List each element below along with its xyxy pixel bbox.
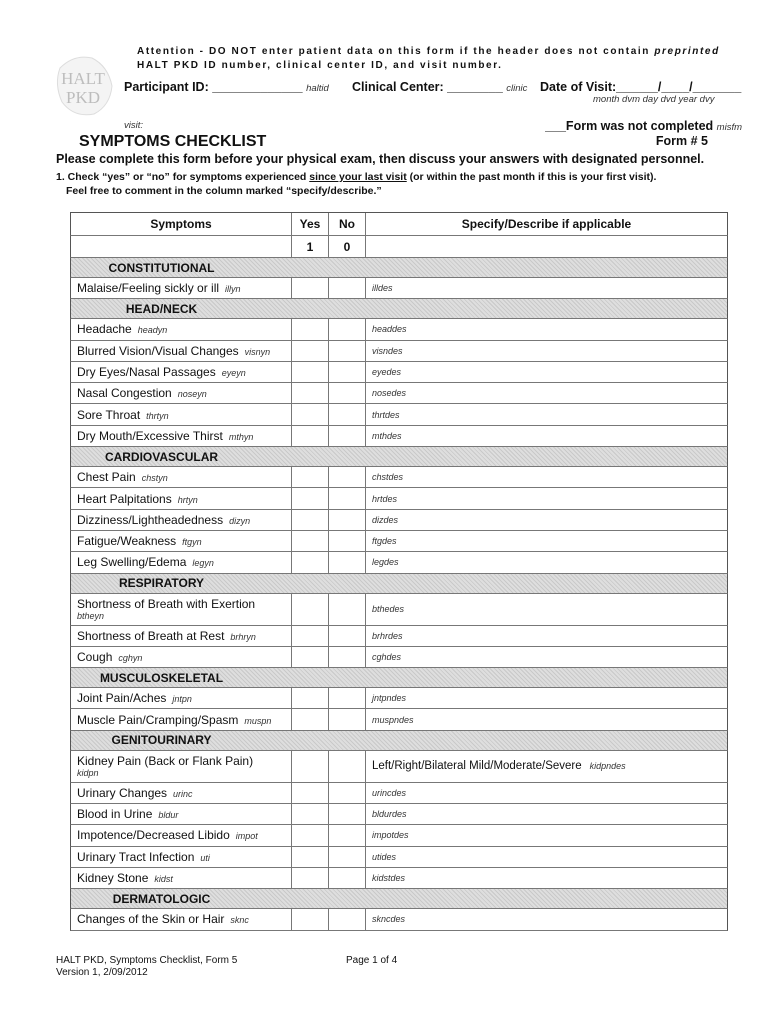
yes-checkbox[interactable] [292,319,329,339]
header-symptoms: Symptoms [71,213,292,235]
specify-code: cghdes [372,652,402,662]
specify-code: legdes [372,557,399,568]
specify-code: hrtdes [372,493,398,504]
no-checkbox[interactable] [329,467,366,487]
specify-field[interactable] [366,688,727,708]
symptom-row [70,362,728,383]
specify-field[interactable] [366,510,727,530]
symptom-label: Shortness of Breath with Exertion [77,597,256,612]
no-checkbox[interactable] [329,594,366,625]
symptom-label-cell [71,647,292,667]
symptom-label: Blood in Urine [77,807,153,822]
specify-code: bldurdes [372,809,407,820]
symptom-label: Dizziness/Lightheadedness [77,512,224,527]
section-title: GENITOURINARY [111,733,212,748]
specify-code: dizdes [372,514,399,525]
symptom-row [70,383,728,404]
specify-code: eyedes [372,367,402,378]
yes-checkbox[interactable] [292,552,329,572]
halt-pkd-logo [50,48,116,122]
symptom-label: Urinary Tract Infection [77,849,195,864]
specify-code: thrtdes [372,409,400,420]
symptom-row [70,909,728,930]
yes-checkbox[interactable] [292,594,329,625]
yes-checkbox[interactable] [292,909,329,929]
symptom-label: Chest Pain [77,470,136,485]
section-title: CARDIOVASCULAR [104,449,219,464]
specify-field[interactable] [366,278,727,298]
no-checkbox[interactable] [329,362,366,382]
logo-text-halt: HALT [61,69,105,88]
symptom-code: visnyn [244,346,271,357]
no-checkbox[interactable] [329,319,366,339]
no-checkbox[interactable] [329,531,366,551]
symptom-label-cell [71,751,292,782]
date-subfield-labels: month dvm day dvd year dvy [593,94,715,105]
symptom-label: Sore Throat [77,407,141,422]
symptom-label-cell [71,783,292,803]
section-header [70,258,728,278]
symptom-label-cell [71,319,292,339]
no-checkbox[interactable] [329,404,366,424]
symptom-label-cell [71,278,292,298]
symptom-label-cell [71,868,292,888]
no-checkbox[interactable] [329,688,366,708]
symptom-label: Urinary Changes [77,785,168,800]
specify-field[interactable] [366,319,727,339]
symptom-label-cell [71,688,292,708]
specify-code: kidstdes [372,873,406,884]
section-header [70,299,728,319]
yes-checkbox[interactable] [292,278,329,298]
no-checkbox[interactable] [329,783,366,803]
specify-field[interactable] [366,647,727,667]
specify-field[interactable] [366,709,727,729]
yes-checkbox[interactable] [292,341,329,361]
no-checkbox[interactable] [329,426,366,446]
symptom-code: eyeyn [221,368,246,379]
symptom-label-cell [71,594,292,625]
no-checkbox[interactable] [329,709,366,729]
symptom-row [70,510,728,531]
specify-code: brhrdes [372,630,403,641]
symptom-row [70,594,728,626]
attention-notice: Attention - DO NOT enter patient data on this form if the header does not contain preprinted HALT PKD ID number, clinical center ID, and visit number. [137,46,720,71]
specify-field[interactable] [366,467,727,487]
symptom-code: impot [235,831,258,842]
no-checkbox[interactable] [329,488,366,508]
symptom-code: cghyn [118,653,143,663]
symptom-row [70,688,728,709]
yes-checkbox[interactable] [292,362,329,382]
symptom-label: Leg Swelling/Edema [77,555,187,570]
symptom-code: headyn [137,325,168,336]
yes-checkbox[interactable] [292,847,329,867]
symptom-label-cell [71,383,292,403]
yes-checkbox[interactable] [292,688,329,708]
no-checkbox[interactable] [329,825,366,845]
form-title: SYMPTOMS CHECKLIST [79,133,267,150]
symptom-code: illyn [225,284,241,295]
specify-field[interactable] [366,804,727,824]
symptom-code: btheyn [77,611,105,622]
symptom-code: legyn [192,558,214,569]
no-checkbox[interactable] [329,909,366,929]
no-checkbox[interactable] [329,510,366,530]
symptom-row [70,531,728,552]
no-checkbox[interactable] [329,847,366,867]
specify-code: impotdes [372,830,409,841]
no-checkbox[interactable] [329,868,366,888]
symptom-row [70,804,728,825]
specify-field[interactable] [366,531,727,551]
clinical-center-field[interactable]: Clinical Center: ________ clinic [352,80,528,94]
symptom-label-cell [71,404,292,424]
symptom-code: chstyn [141,473,168,484]
specify-field[interactable] [366,868,727,888]
specify-code: skncdes [372,914,406,925]
section-header [70,889,728,909]
form-not-completed-field[interactable]: ___Form was not completed misfm [545,119,742,133]
specify-field[interactable] [366,825,727,845]
symptom-label-cell [71,426,292,446]
yes-checkbox[interactable] [292,804,329,824]
specify-code: bthedes [372,604,405,615]
specify-field[interactable] [366,552,727,572]
specify-code: chstdes [372,472,404,483]
specify-field[interactable] [366,751,727,782]
yes-checkbox[interactable] [292,467,329,487]
section-header [70,574,728,594]
section-title: RESPIRATORY [118,576,205,591]
symptom-row [70,825,728,846]
symptom-label: Kidney Stone [77,871,149,886]
no-checkbox[interactable] [329,552,366,572]
specify-field[interactable] [366,626,727,646]
specify-code: utides [372,851,397,862]
symptom-code: hrtyn [177,494,198,505]
section-title: DERMATOLOGIC [112,891,211,906]
symptom-label: Cough [77,650,113,664]
symptom-row [70,868,728,889]
specify-field[interactable] [366,783,727,803]
symptom-label: Nasal Congestion [77,386,172,401]
symptom-code: mthyn [228,431,254,442]
specify-field[interactable] [366,909,727,929]
symptoms-table [70,212,728,931]
yes-checkbox[interactable] [292,404,329,424]
symptom-code: noseyn [177,389,207,400]
section-header [70,731,728,751]
symptom-row [70,404,728,425]
yes-checkbox[interactable] [292,626,329,646]
specify-code: nosedes [372,388,407,399]
symptom-label: Kidney Pain (Back or Flank Pain) [77,754,254,769]
section-title: CONSTITUTIONAL [108,260,215,275]
symptom-code: muspn [244,715,272,726]
symptom-label: Shortness of Breath at Rest [77,628,225,643]
symptom-row [70,647,728,668]
symptom-label: Dry Mouth/Excessive Thirst [77,428,223,443]
symptom-code: kidpn [77,768,99,779]
form-number: Form # 5 [655,134,708,148]
no-checkbox[interactable] [329,626,366,646]
symptom-row [70,426,728,447]
symptom-label-cell [71,825,292,845]
symptom-row [70,783,728,804]
specify-code: illdes [372,283,393,294]
header-yes: Yes [292,213,329,235]
symptom-code: jntpn [172,694,192,705]
logo-text-pkd: PKD [65,88,101,107]
symptom-label-cell [71,341,292,361]
specify-field[interactable] [366,847,727,867]
specify-field[interactable] [366,426,727,446]
specify-code: ftgdes [372,536,397,547]
no-checkbox[interactable] [329,751,366,782]
symptom-label-cell [71,531,292,551]
symptom-row [70,341,728,362]
header-specify: Specify/Describe if applicable [461,217,632,231]
symptom-code: dizyn [229,515,251,526]
symptom-label-cell [71,510,292,530]
specify-field[interactable] [366,362,727,382]
symptom-row [70,709,728,730]
symptom-label: Blurred Vision/Visual Changes [77,343,239,358]
specify-options: Left/Right/Bilateral Mild/Moderate/Severe [372,760,582,773]
symptom-label: Muscle Pain/Cramping/Spasm [77,712,239,727]
yes-checkbox[interactable] [292,825,329,845]
symptom-code: sknc [230,915,249,926]
no-checkbox[interactable] [329,383,366,403]
no-checkbox[interactable] [329,278,366,298]
section-title: MUSCULOSKELETAL [99,670,224,685]
symptom-label-cell [71,626,292,646]
symptom-code: uti [200,852,210,863]
specify-code: urincdes [372,787,407,798]
instruction-text: Please complete this form before your physical exam, then discuss your answers with designated personnel. [56,152,705,166]
code-yes: 1 [292,236,329,257]
specify-code: kidpndes [589,761,626,772]
yes-checkbox[interactable] [292,426,329,446]
symptom-label: Fatigue/Weakness [77,534,177,549]
symptom-label: Impotence/Decreased Libido [77,828,230,843]
code-no: 0 [329,236,366,257]
section-header [70,668,728,688]
visit-field: visit: [124,120,143,131]
no-checkbox[interactable] [329,341,366,361]
yes-checkbox[interactable] [292,383,329,403]
yes-checkbox[interactable] [292,783,329,803]
symptom-label-cell [71,709,292,729]
symptom-row [70,626,728,647]
specify-code: mthdes [372,430,402,441]
symptom-label-cell [71,362,292,382]
symptom-row [70,552,728,573]
yes-checkbox[interactable] [292,647,329,667]
specify-field[interactable] [366,341,727,361]
symptom-label-cell [71,847,292,867]
symptom-code: bldur [158,810,179,821]
symptom-row [70,278,728,299]
specify-code: headdes [372,324,407,335]
symptom-label: Malaise/Feeling sickly or ill [77,281,220,296]
symptom-label: Heart Palpitations [77,491,172,506]
symptom-row [70,847,728,868]
symptom-code: urinc [173,788,193,799]
yes-checkbox[interactable] [292,751,329,782]
specify-field[interactable] [366,383,727,403]
symptom-row [70,488,728,509]
yes-checkbox[interactable] [292,510,329,530]
symptom-row [70,751,728,783]
section-title: HEAD/NECK [125,301,198,316]
footer-page-number: Page 1 of 4 [346,955,398,966]
symptom-code: thrtyn [146,410,169,421]
specify-code: visndes [372,345,403,356]
table-header-row [70,212,728,236]
symptom-label: Dry Eyes/Nasal Passages [77,365,216,380]
yes-checkbox[interactable] [292,868,329,888]
footer-left: HALT PKD, Symptoms Checklist, Form 5 Version 1, 2/09/2012 [56,955,238,978]
specify-code: jntpndes [372,693,407,704]
specify-field[interactable] [366,404,727,424]
symptom-label-cell [71,552,292,572]
no-checkbox[interactable] [329,804,366,824]
symptom-label-cell [71,909,292,929]
question-1: 1. Check “yes” or “no” for symptoms experienced since your last visit (or within the past month if this is your first visit). Feel free to comment in the column marked “specify/describe.” [56,171,657,197]
symptom-label-cell [71,467,292,487]
symptom-code: kidst [154,874,173,885]
yes-checkbox[interactable] [292,488,329,508]
symptom-code: ftgyn [182,537,202,548]
section-header [70,447,728,467]
symptom-row [70,467,728,488]
symptom-label: Changes of the Skin or Hair [77,912,225,927]
no-checkbox[interactable] [329,647,366,667]
symptom-label-cell [71,488,292,508]
specify-code: muspndes [372,714,414,725]
symptom-label: Joint Pain/Aches [77,691,167,706]
symptom-label-cell [71,804,292,824]
header-no: No [329,213,366,235]
specify-field[interactable] [366,488,727,508]
participant-id-field[interactable]: Participant ID: _____________ haltid [124,80,329,94]
symptom-label: Headache [77,322,132,337]
symptom-code: brhryn [230,631,256,642]
table-code-row [70,236,728,258]
date-of-visit-field[interactable]: Date of Visit:______/____/_______ [540,80,742,94]
specify-field[interactable] [366,594,727,625]
yes-checkbox[interactable] [292,531,329,551]
symptom-row [70,319,728,340]
yes-checkbox[interactable] [292,709,329,729]
